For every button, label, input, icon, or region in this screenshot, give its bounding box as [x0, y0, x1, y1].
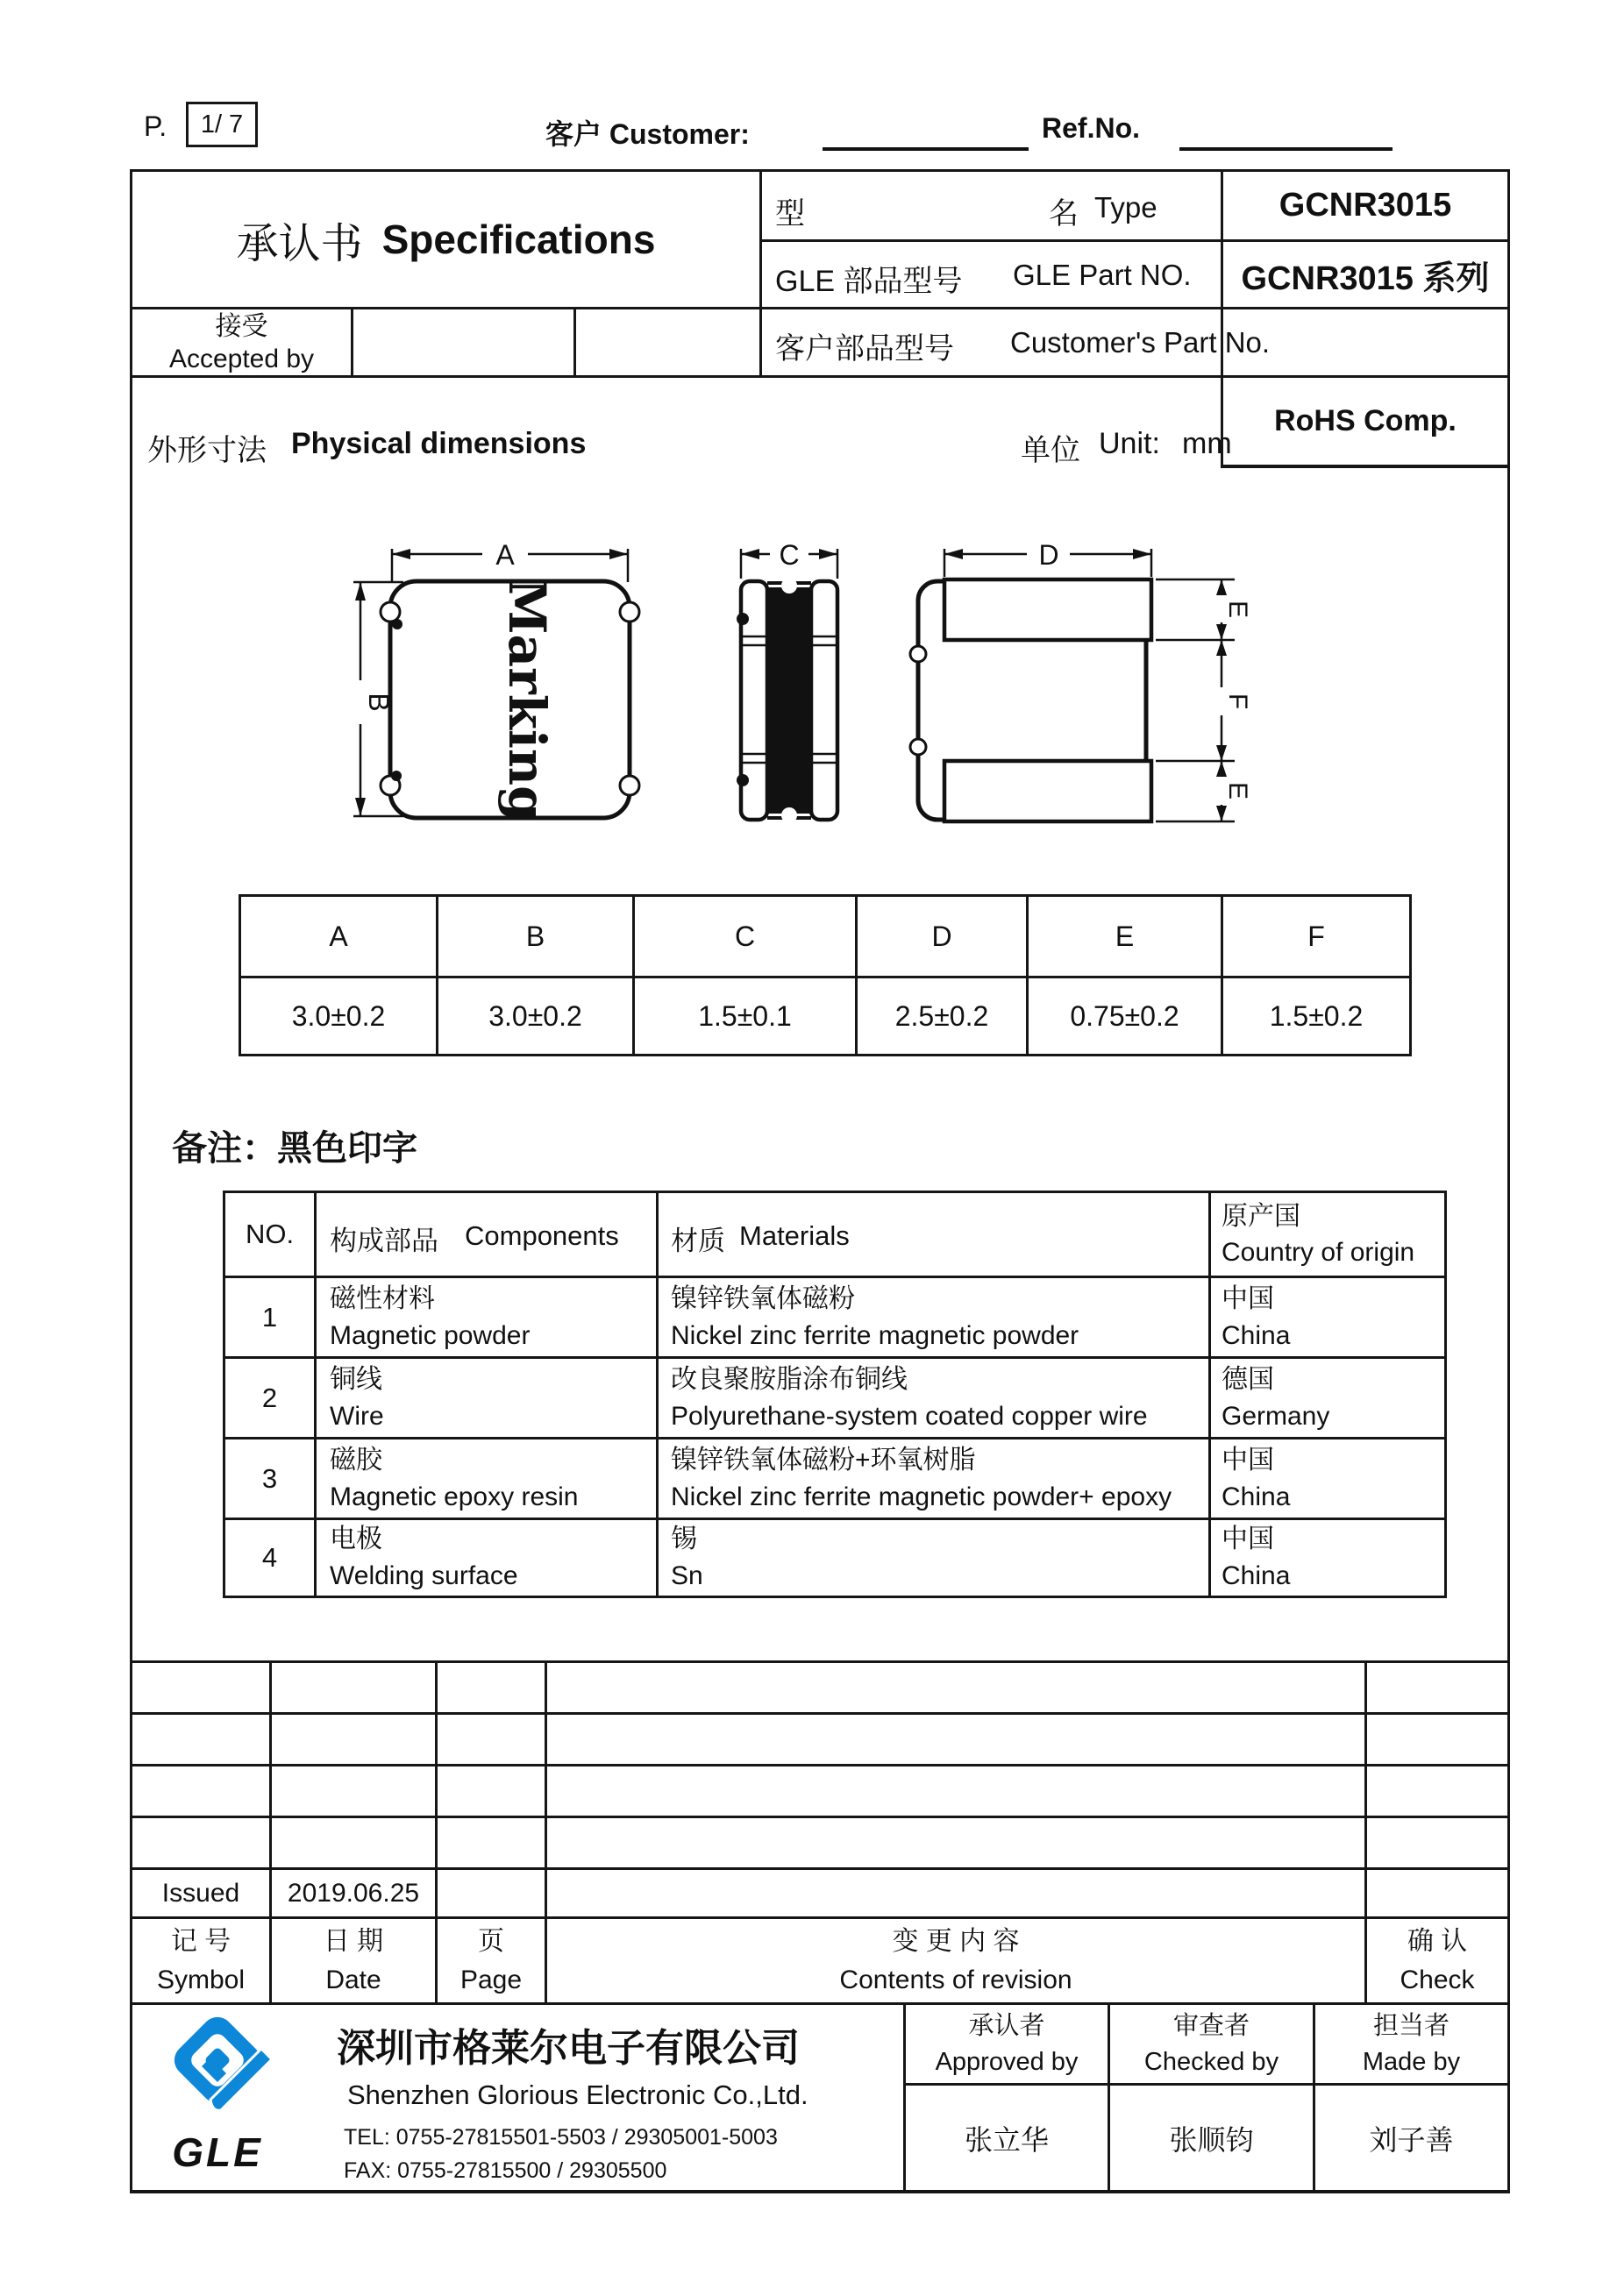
type-label-en: Type: [1094, 191, 1157, 224]
approved-by-header: [906, 2005, 1108, 2083]
comp-header-origin: [1222, 1193, 1441, 1276]
terminal-top: [944, 579, 1151, 640]
company-name-en: Shenzhen Glorious Electronic Co.,Ltd.: [347, 2079, 808, 2110]
type-label-cn1: 型: [775, 197, 805, 231]
dim-table-value: 3.0±0.2: [291, 999, 386, 1032]
dim-label-E-bottom: E: [1223, 781, 1252, 800]
grid-line: [573, 307, 576, 378]
grid-line: [314, 1191, 317, 1598]
rev-header-check: [1367, 1919, 1507, 2002]
grid-line: [656, 1191, 659, 1598]
rev-header-contents: [547, 1919, 1364, 2002]
gle-part-value: GCNR3015 系列: [1241, 259, 1490, 297]
terminal-bottom: [944, 761, 1151, 821]
rev-check-en: Check: [1400, 1965, 1475, 1994]
company-tel: TEL: 0755-27815501-5503 / 29305001-5003: [344, 2125, 778, 2150]
customer-label: 客户 Customer:: [545, 118, 750, 150]
accepted-by-cell: [132, 309, 351, 375]
origin-en: China: [1222, 1561, 1291, 1590]
rev-date-en: Date: [325, 1965, 381, 1994]
rohs-text: RoHS Comp.: [1274, 404, 1457, 437]
dim-label-D: D: [1038, 539, 1059, 571]
mat-cn: 镍锌铁氧体磁粉: [671, 1283, 855, 1313]
rev-page-cn: 页: [478, 1926, 504, 1956]
customer-part-label-en: Customer's Part No.: [1010, 326, 1271, 359]
comp-row-component: [330, 1278, 654, 1356]
comp-row-component: [330, 1359, 654, 1437]
dim-table-value: 1.5±0.2: [1269, 999, 1364, 1032]
rev-page-en: Page: [459, 1965, 523, 1994]
comp-en: Magnetic epoxy resin: [330, 1482, 579, 1511]
mat-cn: 镍锌铁氧体磁粉+环氧树脂: [671, 1445, 976, 1475]
customer-blank-line: [823, 147, 1029, 151]
comp-header-materials-en: Materials: [739, 1220, 850, 1251]
dim-table-value: 0.75±0.2: [1070, 999, 1179, 1032]
comp-header-materials-cn: 材质: [671, 1226, 725, 1256]
comp-row-no: 2: [261, 1382, 278, 1413]
comp-header-no: NO.: [245, 1219, 295, 1249]
approved-en: Approved by: [935, 2047, 1079, 2076]
grid-line: [130, 1712, 1510, 1715]
table-border-right: [1507, 169, 1510, 2193]
dim-label-A: A: [495, 539, 515, 571]
dim-table-header: E: [1115, 920, 1135, 952]
comp-en: Wire: [330, 1401, 384, 1431]
side-view-drawing: [710, 524, 868, 859]
rev-header-date: [272, 1919, 435, 2002]
grid-line: [351, 307, 353, 378]
note-text: 备注：黑色印字: [172, 1129, 417, 1168]
gle-part-value-cell: [1223, 242, 1507, 307]
mat-en: Sn: [671, 1561, 703, 1590]
rev-header-symbol: [132, 1919, 269, 2002]
made-by-header: [1315, 2005, 1507, 2083]
accepted-by-en: Accepted by: [168, 344, 315, 373]
comp-row-component: [330, 1520, 654, 1596]
checked-by-header: [1110, 2005, 1313, 2083]
grid-line: [223, 1596, 1447, 1598]
customer-part-label-cn: 客户部品型号: [775, 332, 954, 366]
dim-label-C: C: [779, 539, 800, 571]
comp-header-components-en: Components: [465, 1220, 619, 1251]
issued-label: Issued: [161, 1878, 240, 1908]
physical-dims-label-cn: 外形寸法: [147, 434, 267, 467]
origin-en: Germany: [1222, 1401, 1330, 1431]
checked-en: Checked by: [1143, 2047, 1279, 2076]
gle-logo: [156, 2010, 288, 2179]
ref-no-label: Ref.No.: [1042, 112, 1140, 144]
grid-line: [130, 1816, 1510, 1818]
document-title: [132, 172, 759, 307]
page-label: P.: [144, 110, 167, 142]
grid-line: [239, 1054, 1412, 1056]
made-cn: 担当者: [1372, 2011, 1449, 2040]
comp-en: Welding surface: [330, 1561, 518, 1590]
solder-dot: [391, 771, 402, 781]
table-border-bottom: [130, 2190, 1510, 2193]
comp-row-no: 4: [261, 1542, 278, 1573]
issued-date: 2019.06.25: [287, 1878, 420, 1908]
mat-en: Nickel zinc ferrite magnetic powder: [671, 1320, 1079, 1350]
solder-dot: [392, 619, 402, 629]
company-fax: FAX: 0755-27815500 / 29305500: [344, 2158, 667, 2183]
grid-line: [130, 1660, 1510, 1663]
rev-contents-en: Contents of revision: [839, 1965, 1072, 1994]
comp-header-origin-cn: 原产国: [1222, 1202, 1300, 1231]
gle-part-label-cn: GLE 部品型号: [775, 265, 963, 298]
comp-row-origin: [1222, 1359, 1441, 1437]
origin-en: China: [1222, 1320, 1291, 1350]
grid-line: [1208, 1191, 1211, 1598]
dim-table-header: A: [329, 920, 348, 952]
grid-line: [1444, 1191, 1447, 1598]
dim-table-header: D: [931, 920, 952, 952]
comp-row-origin: [1222, 1520, 1441, 1596]
rev-header-page: [438, 1919, 545, 2002]
gle-part-label-en: GLE Part NO.: [1013, 259, 1192, 291]
unit-label-en: Unit:: [1099, 427, 1160, 460]
gle-logo-text: GLE: [172, 2129, 263, 2175]
comp-cn: 电极: [330, 1525, 382, 1553]
mat-en: Nickel zinc ferrite magnetic powder+ epoxy: [671, 1482, 1172, 1511]
comp-row-material: [671, 1439, 1206, 1518]
origin-cn: 德国: [1222, 1364, 1274, 1394]
solder-dot: [737, 774, 749, 786]
comp-cn: 铜线: [330, 1364, 382, 1394]
comp-row-material: [671, 1278, 1206, 1356]
grid-line: [759, 169, 762, 378]
comp-cn: 磁胶: [330, 1445, 382, 1475]
front-view-drawing: [884, 524, 1261, 859]
document-title-cn: 承认书: [236, 220, 363, 267]
approved-by-name: 张立华: [964, 2123, 1049, 2156]
comp-row-no: 3: [261, 1462, 278, 1494]
dim-table-value: 2.5±0.2: [894, 999, 989, 1032]
origin-cn: 中国: [1222, 1525, 1274, 1553]
dim-label-F: F: [1223, 693, 1252, 710]
rev-symbol-cn: 记 号: [170, 1926, 231, 1956]
dim-table-header: C: [734, 920, 756, 952]
unit-label-cn: 单位: [1021, 434, 1080, 467]
comp-row-component: [330, 1439, 654, 1518]
comp-row-material: [671, 1359, 1206, 1437]
solder-dot: [737, 613, 749, 625]
mat-cn: 锡: [671, 1525, 697, 1553]
comp-en: Magnetic powder: [330, 1320, 531, 1350]
dim-table-header: F: [1307, 920, 1325, 952]
origin-cn: 中国: [1222, 1445, 1274, 1475]
rev-check-cn: 确 认: [1407, 1926, 1468, 1956]
ref-no-blank-line: [1179, 147, 1393, 151]
origin-cn: 中国: [1222, 1283, 1274, 1313]
rohs-badge: [1223, 378, 1507, 465]
dim-table-value: 1.5±0.1: [698, 999, 792, 1032]
page-number-box: [186, 102, 258, 147]
unit-value: mm: [1182, 427, 1232, 460]
dim-label-B: B: [363, 693, 395, 712]
dim-table-header: B: [525, 920, 545, 952]
company-name-cn: 深圳市格莱尔电子有限公司: [337, 2027, 800, 2070]
comp-cn: 磁性材料: [330, 1283, 435, 1313]
type-value: GCNR3015: [1279, 187, 1452, 224]
document-title-en: Specifications: [381, 217, 656, 262]
rohs-box-bottom-line: [1221, 465, 1510, 468]
checked-by-name: 张顺钧: [1169, 2123, 1254, 2156]
made-by-name: 刘子善: [1369, 2123, 1454, 2156]
comp-row-material: [671, 1520, 1206, 1596]
type-label-cn2: 名: [1049, 197, 1079, 231]
physical-dims-label-en: Physical dimensions: [291, 427, 587, 460]
comp-row-no: 1: [261, 1301, 278, 1333]
comp-row-origin: [1222, 1439, 1441, 1518]
rev-symbol-en: Symbol: [156, 1965, 246, 1994]
mat-cn: 改良聚胺脂涂布铜线: [671, 1364, 908, 1394]
mat-en: Polyurethane-system coated copper wire: [671, 1401, 1148, 1431]
grid-line: [1409, 894, 1412, 1056]
rev-contents-cn: 变 更 内 容: [892, 1926, 1020, 1956]
dim-label-E-top: E: [1223, 600, 1252, 619]
accepted-by-cn: 接受: [215, 311, 268, 341]
dim-table-value: 3.0±0.2: [488, 999, 582, 1032]
comp-row-origin: [1222, 1278, 1441, 1356]
grid-line: [130, 1764, 1510, 1766]
origin-en: China: [1222, 1482, 1291, 1511]
type-value-cell: [1223, 172, 1507, 239]
rev-date-cn: 日 期: [323, 1926, 384, 1956]
made-en: Made by: [1362, 2047, 1461, 2076]
approved-cn: 承认者: [968, 2011, 1045, 2040]
plan-view-drawing: [340, 524, 652, 859]
page-number: 1/ 7: [200, 110, 244, 139]
checked-cn: 审查者: [1172, 2011, 1250, 2040]
comp-header-components-cn: 构成部品: [330, 1226, 438, 1256]
comp-header-origin-en: Country of origin: [1222, 1238, 1415, 1267]
marking-text: Marking: [497, 578, 557, 821]
